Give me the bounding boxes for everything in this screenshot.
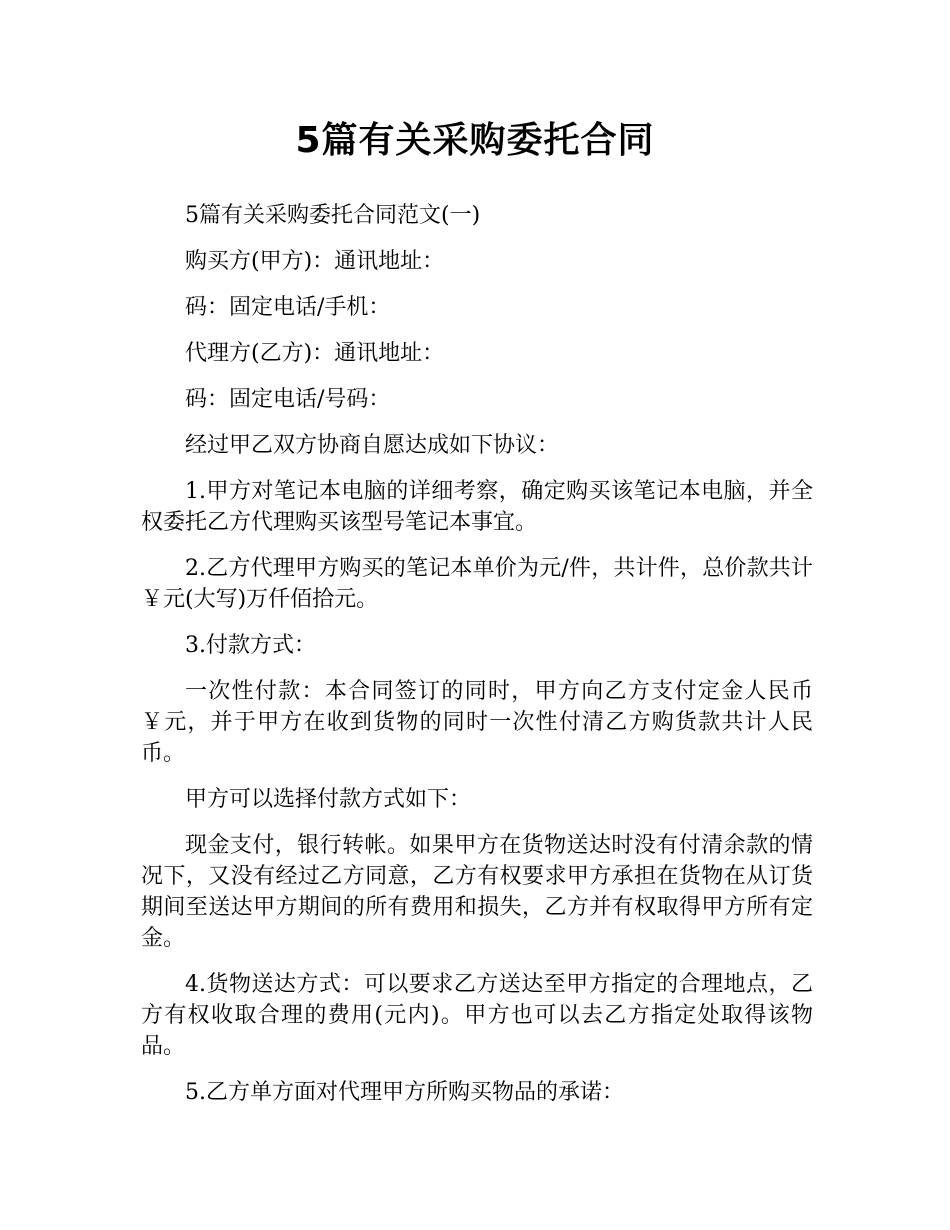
document-title: 5篇有关采购委托合同 bbox=[295, 120, 655, 161]
paragraph: 购买方(甲方)：通讯地址： bbox=[185, 249, 445, 274]
paragraph: 现金支付，银行转帐。如果甲方在货物送达时没有付清余款的情况下，又没有经过乙方同意，乙方有权要求甲方承担在货物在从订货期间至送达甲方期间的所有费用和损失，乙方并有权取得甲方所有定金。 bbox=[141, 833, 813, 951]
paragraph: 码：固定电话/号码： bbox=[185, 387, 391, 412]
paragraph: 1.甲方对笔记本电脑的详细考察，确定购买该笔记本电脑，并全权委托乙方代理购买该型号笔记本事宜。 bbox=[141, 479, 813, 535]
paragraph: 码：固定电话/手机： bbox=[185, 295, 391, 320]
paragraph: 3.付款方式： bbox=[185, 633, 316, 658]
paragraph: 经过甲乙双方协商自愿达成如下协议： bbox=[185, 433, 560, 458]
paragraph: 一次性付款：本合同签订的同时，甲方向乙方支付定金人民币￥元，并于甲方在收到货物的同时一次性付清乙方购货款共计人民币。 bbox=[141, 679, 813, 766]
document-body bbox=[141, 200, 813, 1123]
paragraph: 5篇有关采购委托合同范文(一) bbox=[185, 203, 481, 228]
paragraph: 4.货物送达方式：可以要求乙方送达至甲方指定的合理地点，乙方有权收取合理的费用(元内)。甲方也可以去乙方指定处取得该物品。 bbox=[141, 972, 813, 1059]
paragraph: 5.乙方单方面对代理甲方所购买物品的承诺： bbox=[185, 1080, 624, 1105]
paragraph: 代理方(乙方)：通讯地址： bbox=[185, 341, 445, 366]
paragraph: 甲方可以选择付款方式如下： bbox=[185, 787, 472, 812]
paragraph: 2.乙方代理甲方购买的笔记本单价为元/件，共计件，总价款共计￥元(大写)万仟佰拾元。 bbox=[141, 556, 813, 612]
